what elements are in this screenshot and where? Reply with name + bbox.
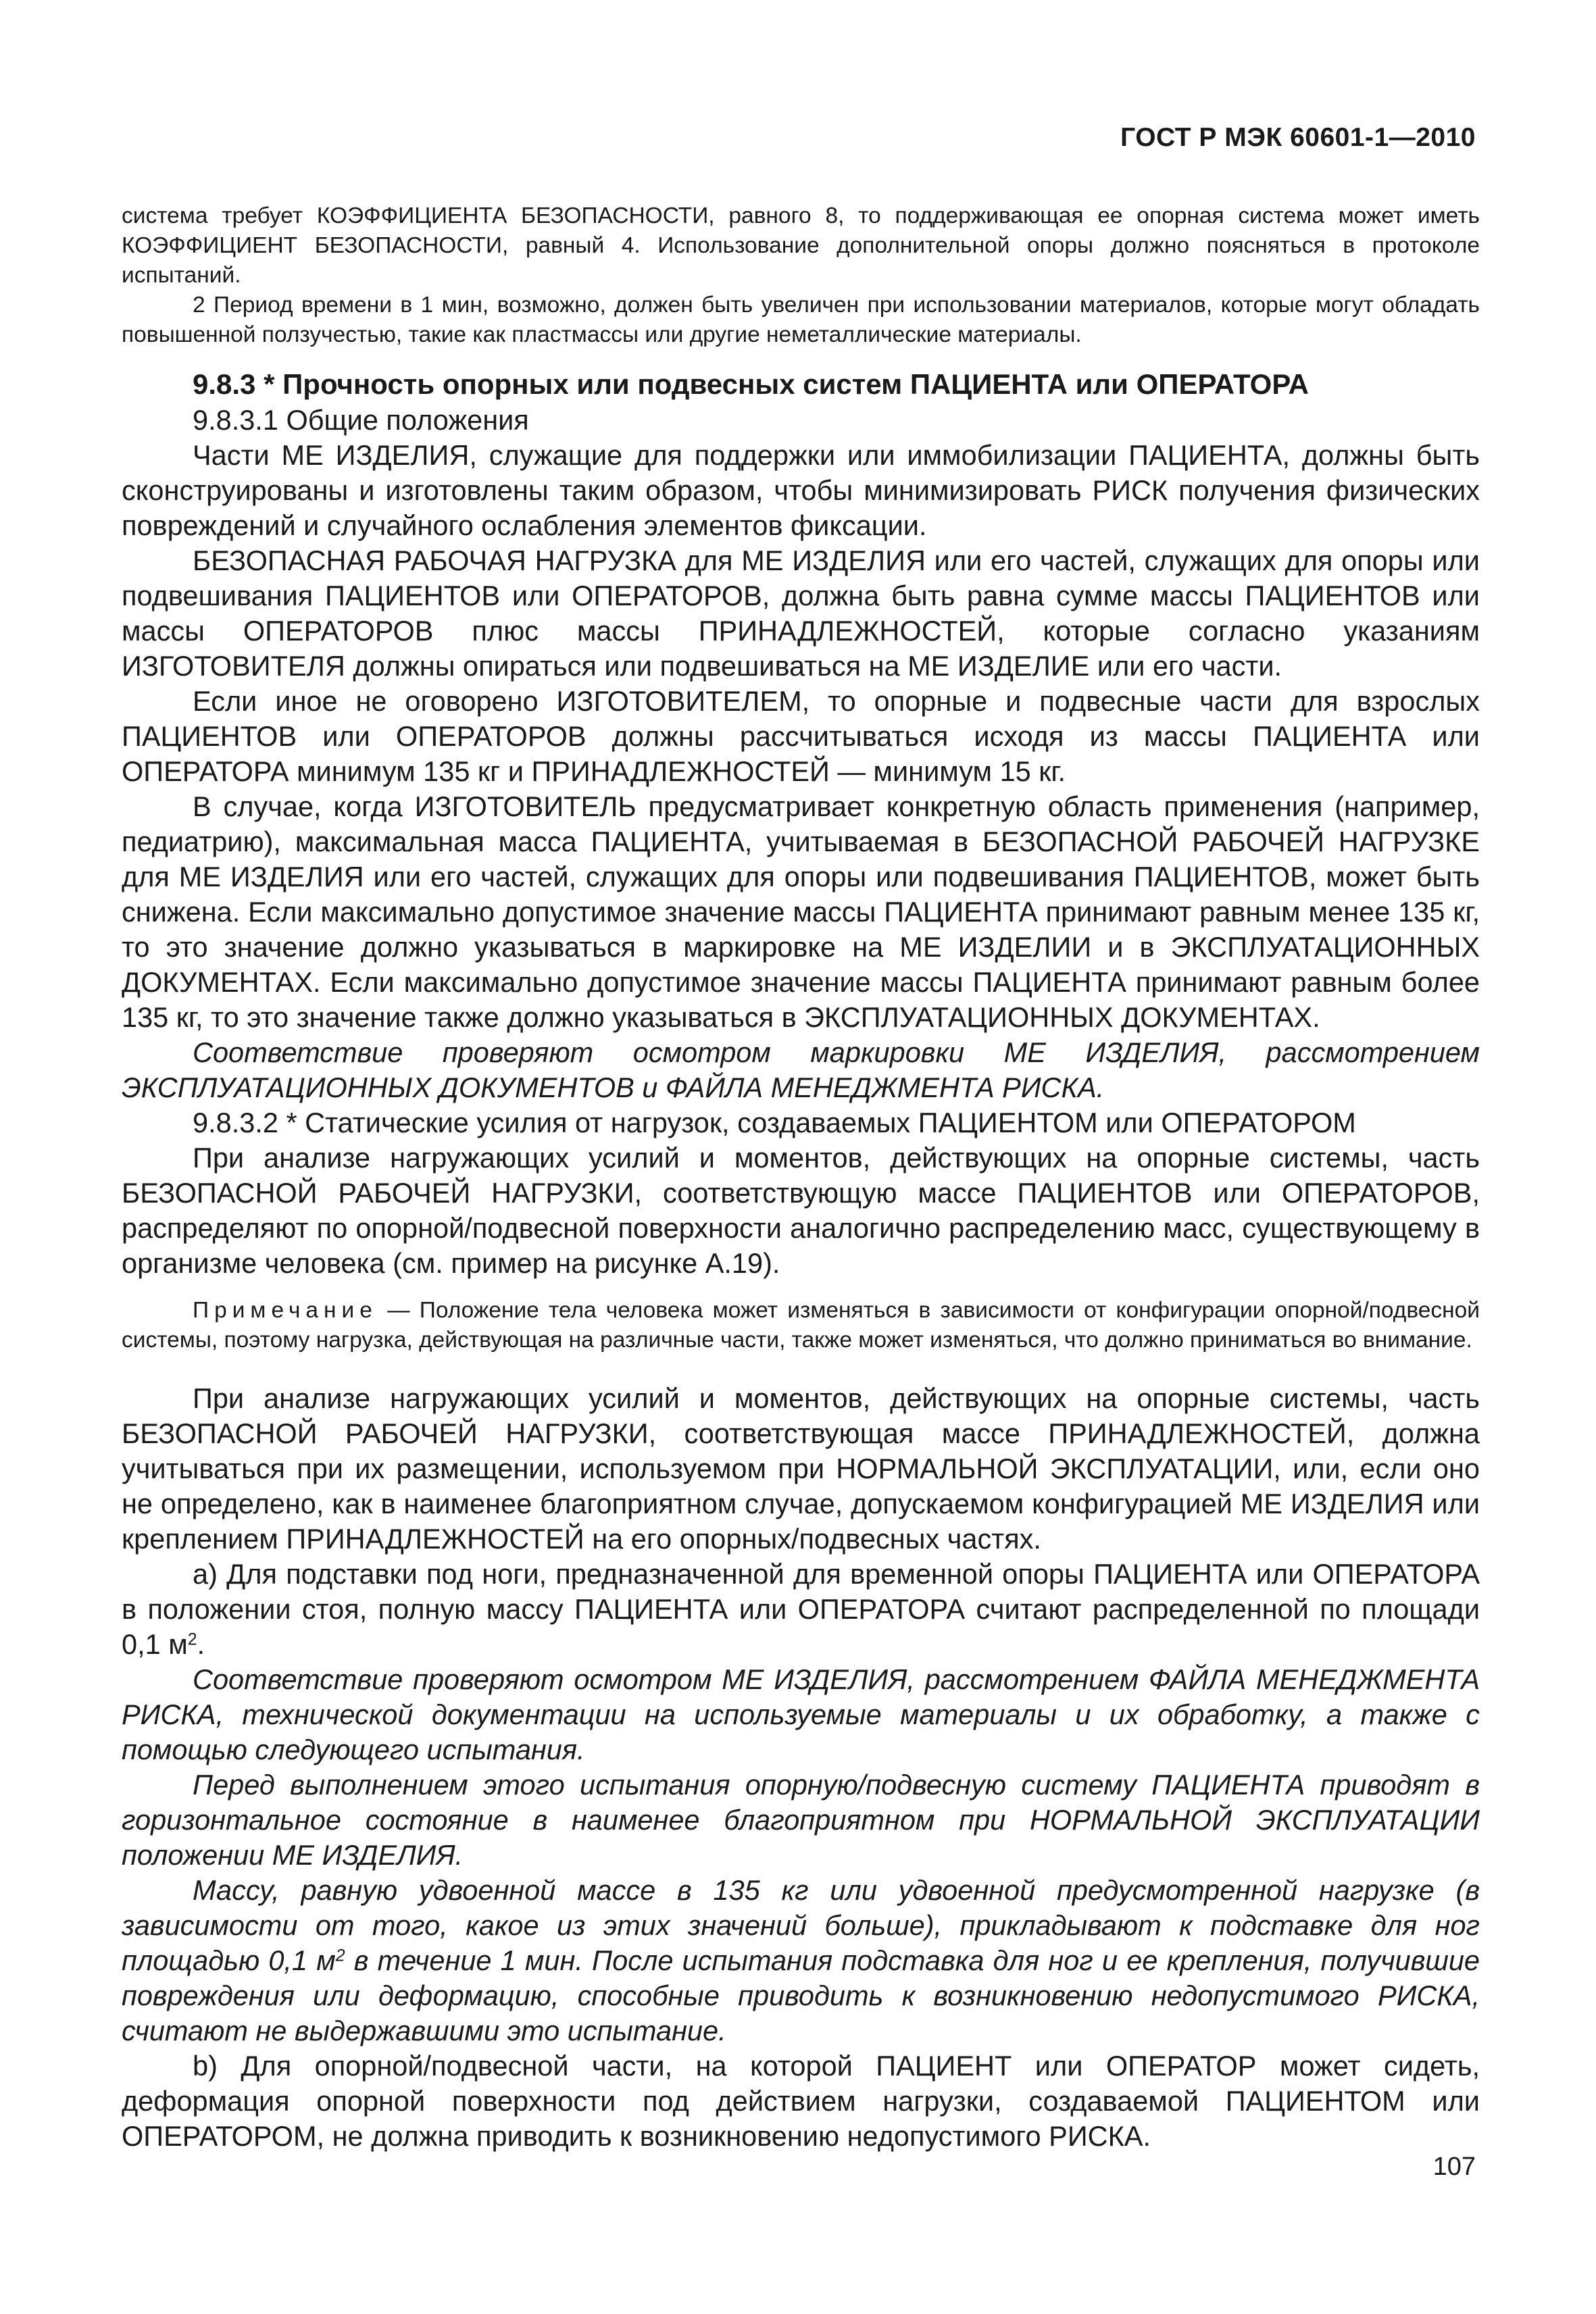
note-block bbox=[122, 1296, 1480, 1355]
paragraph: В случае, когда ИЗГОТОВИТЕЛЬ предусматривает конкретную область применения (например, педиатрию), максимальная масса ПАЦИЕНТА, учитываемая в БЕЗОПАСНОЙ РАБОЧЕЙ НАГРУЗКЕ для МЕ ИЗДЕЛИЯ или его частей, служащих для опоры или подвешивания ПАЦИЕНТОВ, может быть снижена. Если максимально допустимое значение массы ПАЦИЕНТА принимают равным менее 135 кг, то это значение должно указываться в маркировке на МЕ ИЗДЕЛИИ и в ЭКСПЛУАТАЦИОННЫХ ДОКУМЕНТАХ. Если максимально допустимое значение массы ПАЦИЕНТА принимают равным более 135 кг, то это значение также должно указываться в ЭКСПЛУАТАЦИОННЫХ ДОКУМЕНТАХ. bbox=[122, 790, 1480, 1033]
paragraph-continued-note: система требует КОЭФФИЦИЕНТА БЕЗОПАСНОСТИ, равного 8, то поддерживающая ее опорная система может иметь КОЭФФИЦИЕНТ БЕЗОПАСНОСТИ, равный 4. Использование дополнительной опоры должно поясняться в протоколе испытаний. bbox=[122, 203, 1480, 288]
list-item-a-end: . bbox=[197, 1628, 205, 1660]
list-item-a-text: а) Для подставки под ноги, предназначенной для временной опоры ПАЦИЕНТА или ОПЕРАТОРА в положении стоя, полную массу ПАЦИЕНТА или ОПЕРАТОРА считают распределенной по площади 0,1 м bbox=[122, 1558, 1480, 1660]
subsection-title-9-8-3-2: 9.8.3.2 * Статические усилия от нагрузок, создаваемых ПАЦИЕНТОМ или ОПЕРАТОРОМ bbox=[193, 1107, 1356, 1138]
paragraph: При анализе нагружающих усилий и моментов, действующих на опорные системы, часть БЕЗОПАСНОЙ РАБОЧЕЙ НАГРУЗКИ, соответствующую массе ПАЦИЕНТОВ или ОПЕРАТОРОВ, распределяют по опорной/подвесной поверхности аналогично распределению масс, существующему в организме человека (см. пример на рисунке А.19). bbox=[122, 1142, 1480, 1279]
paragraph: Части МЕ ИЗДЕЛИЯ, служащие для поддержки или иммобилизации ПАЦИЕНТА, должны быть сконструированы и изготовлены таким образом, чтобы минимизировать РИСК получения физических повреждений и случайного ослабления элементов фиксации. bbox=[122, 439, 1480, 541]
section-heading-9-8-3: 9.8.3 * Прочность опорных или подвесных систем ПАЦИЕНТА или ОПЕРАТОРА bbox=[193, 368, 1309, 400]
test-paragraph-end: в течение 1 мин. После испытания подставка для ног и ее крепления, получившие повреждения или деформацию, способные приводить к возникновению недопустимого РИСКА, считают не выдержавшими это испытание. bbox=[122, 1944, 1480, 2046]
list-item-a bbox=[122, 1557, 1480, 1662]
paragraph: При анализе нагружающих усилий и моментов, действующих на опорные системы, часть БЕЗОПАСНОЙ РАБОЧЕЙ НАГРУЗКИ, соответствующая массе ПРИНАДЛЕЖНОСТЕЙ, должна учитываться при их размещении, используемом при НОРМАЛЬНОЙ ЭКСПЛУАТАЦИИ, или, если оно не определено, как в наименее благоприятном случае, допускаемом конфигурацией МЕ ИЗДЕЛИЯ или креплением ПРИНАДЛЕЖНОСТЕЙ на его опорных/подвесных частях. bbox=[122, 1382, 1480, 1555]
compliance-paragraph: Соответствие проверяют осмотром МЕ ИЗДЕЛИЯ, рассмотрением ФАЙЛА МЕНЕДЖМЕНТА РИСКА, технической документации на используемые материалы и их обработку, а также с помощью следующего испытания. bbox=[122, 1663, 1480, 1765]
document-body bbox=[122, 201, 1480, 2154]
test-paragraph-text: Массу, равную удвоенной массе в 135 кг или удвоенной предусмотренной нагрузке (в зависимости от того, какое из этих значений больше), прикладывают к подставке для ног площадью 0,1 м bbox=[122, 1874, 1480, 1976]
test-paragraph: Перед выполнением этого испытания опорную/подвесную систему ПАЦИЕНТА приводят в горизонтальное состояние в наименее благоприятном при НОРМАЛЬНОЙ ЭКСПЛУАТАЦИИ положении МЕ ИЗДЕЛИЯ. bbox=[122, 1769, 1480, 1871]
compliance-paragraph: Соответствие проверяют осмотром маркировки МЕ ИЗДЕЛИЯ, рассмотрением ЭКСПЛУАТАЦИОННЫХ ДОКУМЕНТОВ и ФАЙЛА МЕНЕДЖМЕНТА РИСКА. bbox=[122, 1036, 1480, 1103]
paragraph: БЕЗОПАСНАЯ РАБОЧАЯ НАГРУЗКА для МЕ ИЗДЕЛИЯ или его частей, служащих для опоры или подвешивания ПАЦИЕНТОВ или ОПЕРАТОРОВ, должна быть равна сумме массы ПАЦИЕНТОВ или массы ОПЕРАТОРОВ плюс массы ПРИНАДЛЕЖНОСТЕЙ, которые согласно указаниям ИЗГОТОВИТЕЛЯ должны опираться или подвешиваться на МЕ ИЗДЕЛИЕ или его части. bbox=[122, 545, 1480, 682]
subsection-title-9-8-3-1: 9.8.3.1 Общие положения bbox=[193, 404, 529, 436]
paragraph: Если иное не оговорено ИЗГОТОВИТЕЛЕМ, то опорные и подвесные части для взрослых ПАЦИЕНТОВ или ОПЕРАТОРОВ должны рассчитываться исходя из массы ПАЦИЕНТА или ОПЕРАТОРА минимум 135 кг и ПРИНАДЛЕЖНОСТЕЙ — минимум 15 кг. bbox=[122, 685, 1480, 787]
standard-code-header: ГОСТ Р МЭК 60601-1—2010 bbox=[1120, 123, 1476, 152]
note-2: 2 Период времени в 1 мин, возможно, должен быть увеличен при использовании материалов, которые могут обладать повышенной ползучестью, такие как пластмассы или другие неметаллические материалы. bbox=[122, 293, 1480, 347]
note-label: Примечание bbox=[193, 1298, 378, 1323]
test-paragraph bbox=[122, 1873, 1480, 2048]
superscript: 2 bbox=[335, 1946, 345, 1965]
list-item-b: b) Для опорной/подвесной части, на которой ПАЦИЕНТ или ОПЕРАТОР может сидеть, деформация опорной поверхности под действием нагрузки, создаваемой ПАЦИЕНТОМ или ОПЕРАТОРОМ, не должна приводить к возникновению недопустимого РИСКА. bbox=[122, 2050, 1480, 2152]
page-number: 107 bbox=[1432, 2153, 1476, 2181]
note-text: — Положение тела человека может изменяться в зависимости от конфигурации опорной/подвесной системы, поэтому нагрузка, действующая на различные части, также может изменяться, что должно приниматься во внимание. bbox=[122, 1298, 1480, 1353]
superscript: 2 bbox=[187, 1630, 197, 1649]
